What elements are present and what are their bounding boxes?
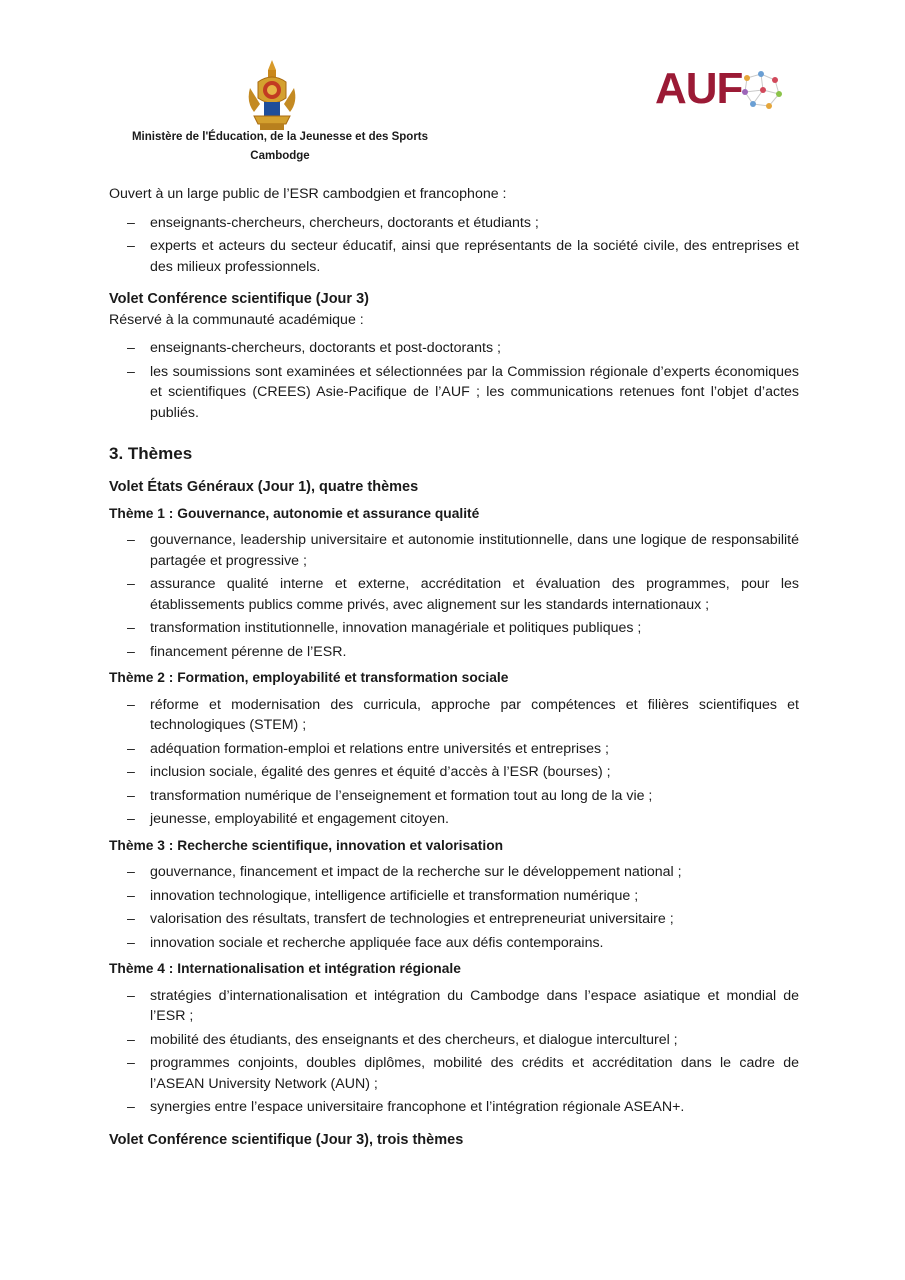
list-item: – assurance qualité interne et externe, accréditation et évaluation des programmes, pour les établissements publics comme privés, avec alignement sur les standards internationaux ; [109, 574, 799, 615]
document-body [109, 184, 799, 1150]
network-dots-icon [739, 68, 787, 114]
list-item: – valorisation des résultats, transfert de technologies et entrepreneuriat universitaire ; [109, 909, 799, 930]
auf-logo [655, 62, 790, 122]
theme-3-list [109, 862, 799, 953]
section-heading-themes: 3. Thèmes [109, 444, 193, 463]
list-item: – adéquation formation-emploi et relations entre universités et entreprises ; [109, 739, 799, 760]
list-item: – financement pérenne de l’ESR. [109, 642, 799, 663]
list-item: – inclusion sociale, égalité des genres et équité d’accès à l’ESR (bourses) ; [109, 762, 799, 783]
list-item: – experts et acteurs du secteur éducatif, ainsi que représentants de la société civile, des entreprises et des milieux professionnels. [109, 236, 799, 277]
list-item: – transformation numérique de l’enseignement et formation tout au long de la vie ; [109, 786, 799, 807]
conference-list [109, 338, 799, 423]
theme-4-list [109, 986, 799, 1118]
list-item: – gouvernance, leadership universitaire et autonomie institutionnelle, dans une logique de responsabilité partagée et progressive ; [109, 530, 799, 571]
theme-1-list [109, 530, 799, 662]
list-item: – gouvernance, financement et impact de la recherche sur le développement national ; [109, 862, 799, 883]
theme-2-list [109, 695, 799, 830]
theme-3-title: Thème 3 : Recherche scientifique, innovation et valorisation [109, 837, 504, 853]
list-item: – innovation technologique, intelligence artificielle et transformation numérique ; [109, 886, 799, 907]
intro-text: Ouvert à un large public de l’ESR cambodgien et francophone : [109, 186, 507, 202]
list-item: – enseignants-chercheurs, doctorants et post-doctorants ; [109, 338, 799, 359]
list-item: – enseignants-chercheurs, chercheurs, doctorants et étudiants ; [109, 213, 799, 234]
auf-logo-text: AUF [655, 64, 743, 113]
conference-heading: Volet Conférence scientifique (Jour 3) [109, 291, 369, 307]
volet-conference-heading: Volet Conférence scientifique (Jour 3), trois thèmes [109, 1131, 464, 1148]
list-item: – les soumissions sont examinées et sélectionnées par la Commission régionale d’experts économiques et scientifiques (CREES) Asie-Pacifique de l’AUF ; les communications retenues font l’objet d’actes publiés. [109, 362, 799, 424]
theme-1-title: Thème 1 : Gouvernance, autonomie et assurance qualité [109, 505, 480, 521]
volet-etats-generaux-heading: Volet États Généraux (Jour 1), quatre thèmes [109, 479, 419, 495]
list-item: – réforme et modernisation des curricula, approche par compétences et filières scientifiques et technologiques (STEM) ; [109, 695, 799, 736]
list-item: – programmes conjoints, doubles diplômes, mobilité des crédits et accréditation dans le cadre de l’ASEAN University Network (AUN) ; [109, 1053, 799, 1094]
intro-list [109, 213, 799, 278]
list-item: – transformation institutionnelle, innovation managériale et politiques publiques ; [109, 618, 799, 639]
ministry-name: Ministère de l'Éducation, de la Jeunesse et des Sports [131, 131, 429, 143]
list-item: – stratégies d’internationalisation et intégration du Cambodge dans l’espace asiatique et mondial de l’ESR ; [109, 986, 799, 1027]
list-item: – innovation sociale et recherche appliquée face aux défis contemporains. [109, 933, 799, 954]
ministry-country: Cambodge [250, 150, 310, 162]
theme-2-title: Thème 2 : Formation, employabilité et transformation sociale [109, 670, 509, 685]
cambodia-emblem-icon [244, 58, 300, 132]
conference-text: Réservé à la communauté académique : [109, 311, 364, 328]
theme-4-title: Thème 4 : Internationalisation et intégration régionale [109, 961, 461, 976]
list-item: – jeunesse, employabilité et engagement citoyen. [109, 809, 799, 830]
list-item: – synergies entre l’espace universitaire francophone et l’intégration régionale ASEAN+. [109, 1097, 799, 1118]
list-item: – mobilité des étudiants, des enseignants et des chercheurs, et dialogue interculturel ; [109, 1030, 799, 1051]
